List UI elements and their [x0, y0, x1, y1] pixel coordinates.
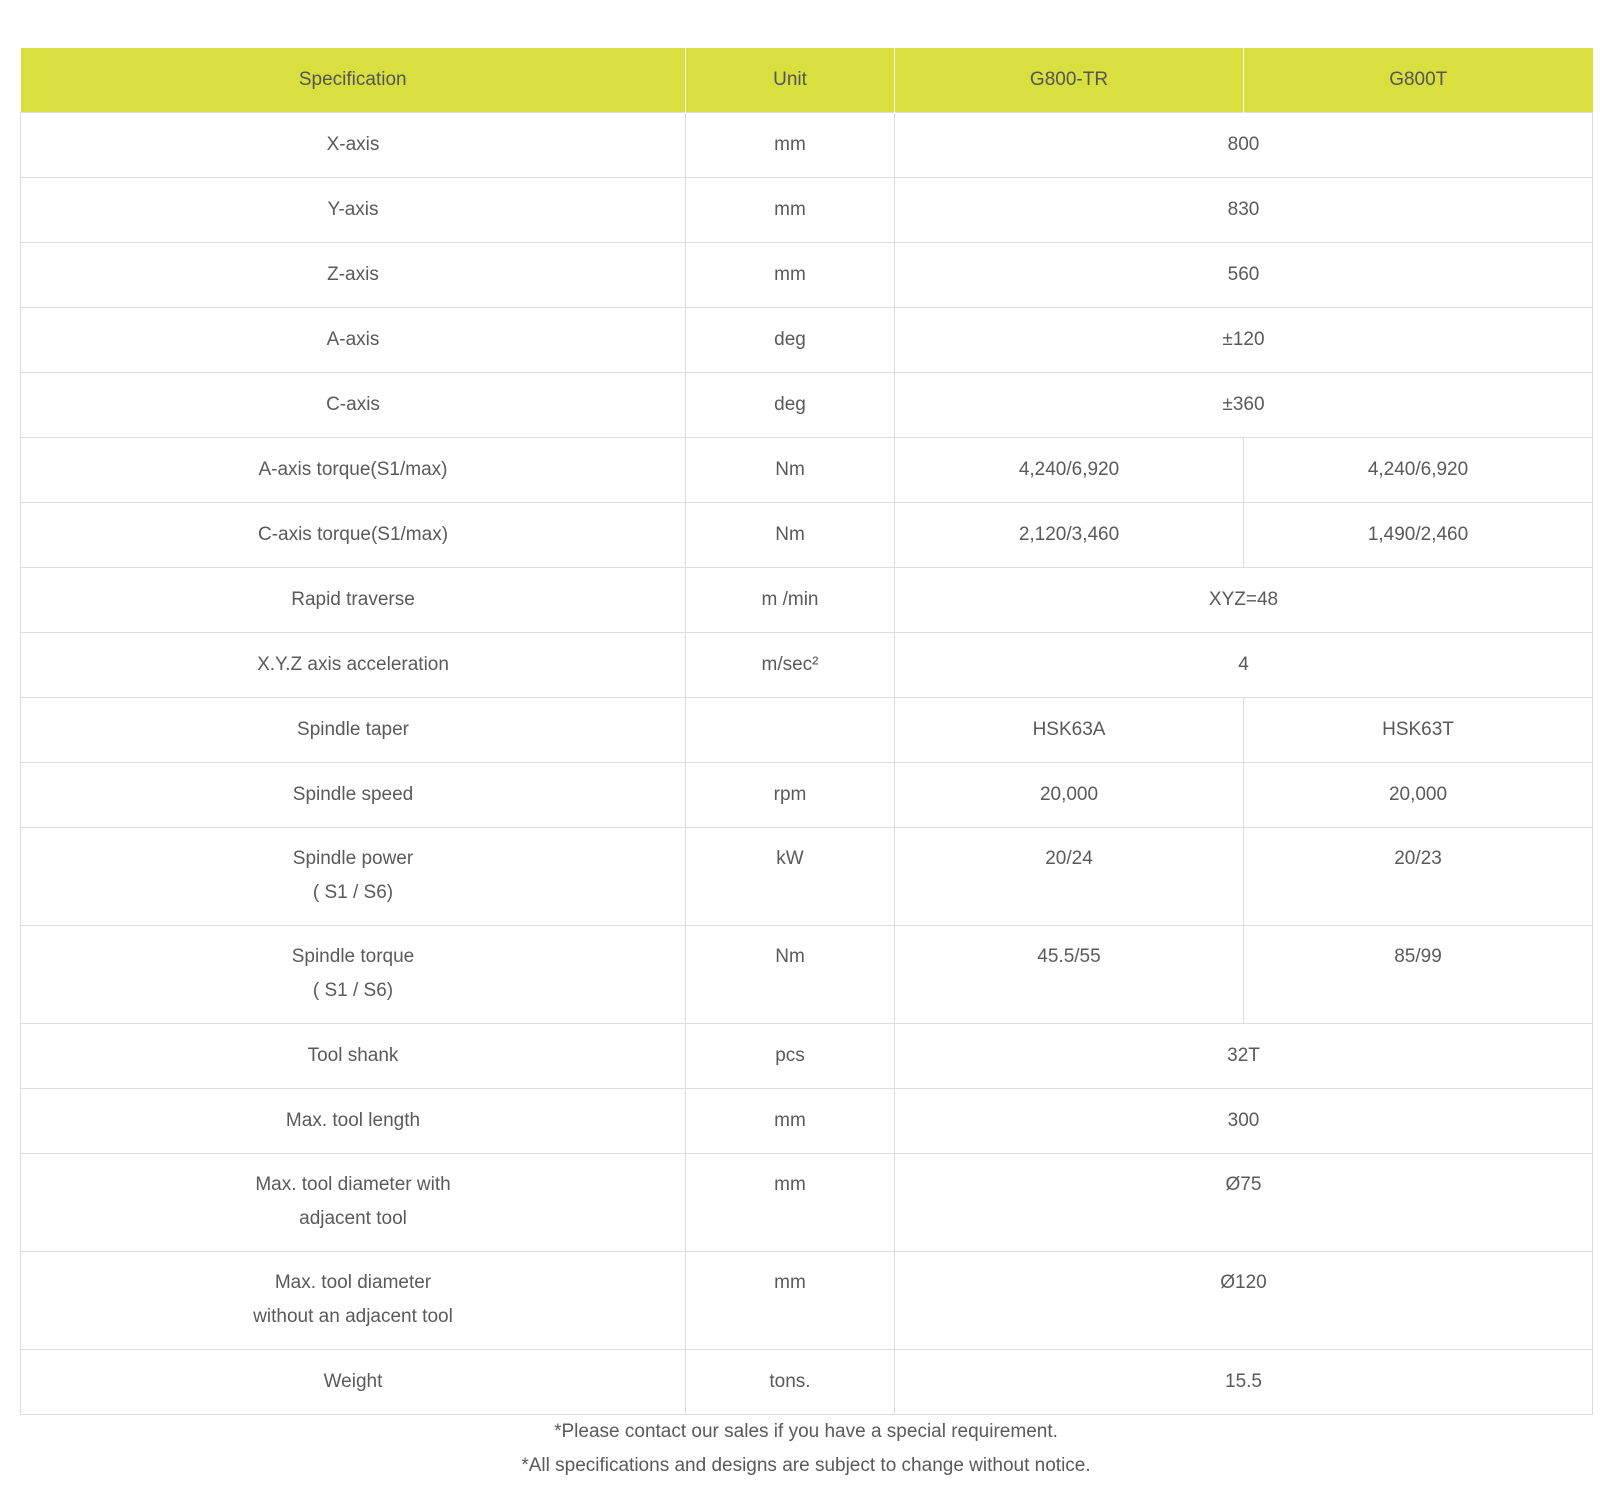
- spec-cell: C-axis torque(S1/max): [21, 503, 686, 568]
- spec-cell: Rapid traverse: [21, 568, 686, 633]
- spec-line-2: ( S1 / S6): [312, 980, 394, 1001]
- g800-tr-value-cell: 4,240/6,920: [895, 438, 1244, 503]
- spec-cell: A-axis: [21, 308, 686, 373]
- table-row: [21, 763, 1593, 828]
- value-cell: Ø75: [895, 1154, 1593, 1252]
- table-row: [21, 1252, 1593, 1350]
- spec-cell: C-axis: [21, 373, 686, 438]
- value-cell: 560: [895, 243, 1593, 308]
- table-header-row: [21, 48, 1593, 113]
- unit-cell: mm: [686, 1154, 895, 1252]
- table-row: [21, 568, 1593, 633]
- table-row: [21, 828, 1593, 926]
- unit-cell: tons.: [686, 1350, 895, 1415]
- table-row: [21, 1089, 1593, 1154]
- table-row: [21, 113, 1593, 178]
- spec-cell: [21, 926, 686, 1024]
- g800t-value-cell: 20,000: [1244, 763, 1593, 828]
- spec-table-container: [20, 48, 1592, 1483]
- table-row: [21, 308, 1593, 373]
- spec-cell: Spindle taper: [21, 698, 686, 763]
- spec-cell: Spindle speed: [21, 763, 686, 828]
- table-row: [21, 438, 1593, 503]
- unit-cell: mm: [686, 113, 895, 178]
- unit-cell: pcs: [686, 1024, 895, 1089]
- unit-cell: m/sec²: [686, 633, 895, 698]
- spec-line-2: without an adjacent tool: [253, 1306, 453, 1327]
- spec-cell: X.Y.Z axis acceleration: [21, 633, 686, 698]
- value-cell: 4: [895, 633, 1593, 698]
- table-row: [21, 926, 1593, 1024]
- value-cell: 15.5: [895, 1350, 1593, 1415]
- spec-line-2: ( S1 / S6): [312, 882, 394, 903]
- spec-cell: Max. tool length: [21, 1089, 686, 1154]
- table-row: [21, 1154, 1593, 1252]
- table-row: [21, 503, 1593, 568]
- header-unit: Unit: [686, 48, 895, 113]
- unit-cell: kW: [686, 828, 895, 926]
- spec-cell: Tool shank: [21, 1024, 686, 1089]
- g800-tr-value-cell: 45.5/55: [895, 926, 1244, 1024]
- spec-cell: [21, 828, 686, 926]
- table-row: [21, 698, 1593, 763]
- unit-cell: rpm: [686, 763, 895, 828]
- table-row: [21, 1024, 1593, 1089]
- table-row: [21, 1350, 1593, 1415]
- spec-line-1: Spindle torque: [291, 946, 415, 967]
- header-g800-tr: G800-TR: [895, 48, 1244, 113]
- g800t-value-cell: 85/99: [1244, 926, 1593, 1024]
- value-cell: ±120: [895, 308, 1593, 373]
- value-cell: 830: [895, 178, 1593, 243]
- g800t-value-cell: 4,240/6,920: [1244, 438, 1593, 503]
- table-row: [21, 243, 1593, 308]
- value-cell: 300: [895, 1089, 1593, 1154]
- g800-tr-value-cell: 20/24: [895, 828, 1244, 926]
- value-cell: Ø120: [895, 1252, 1593, 1350]
- table-row: [21, 178, 1593, 243]
- unit-cell: Nm: [686, 926, 895, 1024]
- footnotes: [20, 1415, 1592, 1483]
- unit-cell: mm: [686, 243, 895, 308]
- spec-cell: A-axis torque(S1/max): [21, 438, 686, 503]
- spec-table: [20, 48, 1593, 1415]
- spec-cell: X-axis: [21, 113, 686, 178]
- unit-cell: mm: [686, 1252, 895, 1350]
- table-row: [21, 633, 1593, 698]
- header-specification: Specification: [21, 48, 686, 113]
- value-cell: ±360: [895, 373, 1593, 438]
- spec-line-2: adjacent tool: [299, 1208, 407, 1229]
- spec-line-1: Max. tool diameter with: [255, 1174, 451, 1195]
- spec-cell: Weight: [21, 1350, 686, 1415]
- g800-tr-value-cell: 20,000: [895, 763, 1244, 828]
- unit-cell: mm: [686, 178, 895, 243]
- g800t-value-cell: 20/23: [1244, 828, 1593, 926]
- unit-cell: [686, 698, 895, 763]
- header-g800t: G800T: [1244, 48, 1593, 113]
- unit-cell: deg: [686, 308, 895, 373]
- spec-line-1: Max. tool diameter: [274, 1272, 432, 1293]
- spec-cell: [21, 1252, 686, 1350]
- unit-cell: mm: [686, 1089, 895, 1154]
- spec-line-1: Spindle power: [292, 848, 414, 869]
- unit-cell: m /min: [686, 568, 895, 633]
- unit-cell: Nm: [686, 438, 895, 503]
- value-cell: XYZ=48: [895, 568, 1593, 633]
- unit-cell: Nm: [686, 503, 895, 568]
- footnote-special-requirement: *Please contact our sales if you have a special requirement.: [554, 1421, 1058, 1442]
- unit-cell: deg: [686, 373, 895, 438]
- table-row: [21, 373, 1593, 438]
- spec-cell: Z-axis: [21, 243, 686, 308]
- value-cell: 32T: [895, 1024, 1593, 1089]
- g800t-value-cell: HSK63T: [1244, 698, 1593, 763]
- g800-tr-value-cell: 2,120/3,460: [895, 503, 1244, 568]
- spec-cell: Y-axis: [21, 178, 686, 243]
- g800-tr-value-cell: HSK63A: [895, 698, 1244, 763]
- g800t-value-cell: 1,490/2,460: [1244, 503, 1593, 568]
- spec-cell: [21, 1154, 686, 1252]
- footnote-subject-to-change: *All specifications and designs are subject to change without notice.: [521, 1455, 1091, 1476]
- value-cell: 800: [895, 113, 1593, 178]
